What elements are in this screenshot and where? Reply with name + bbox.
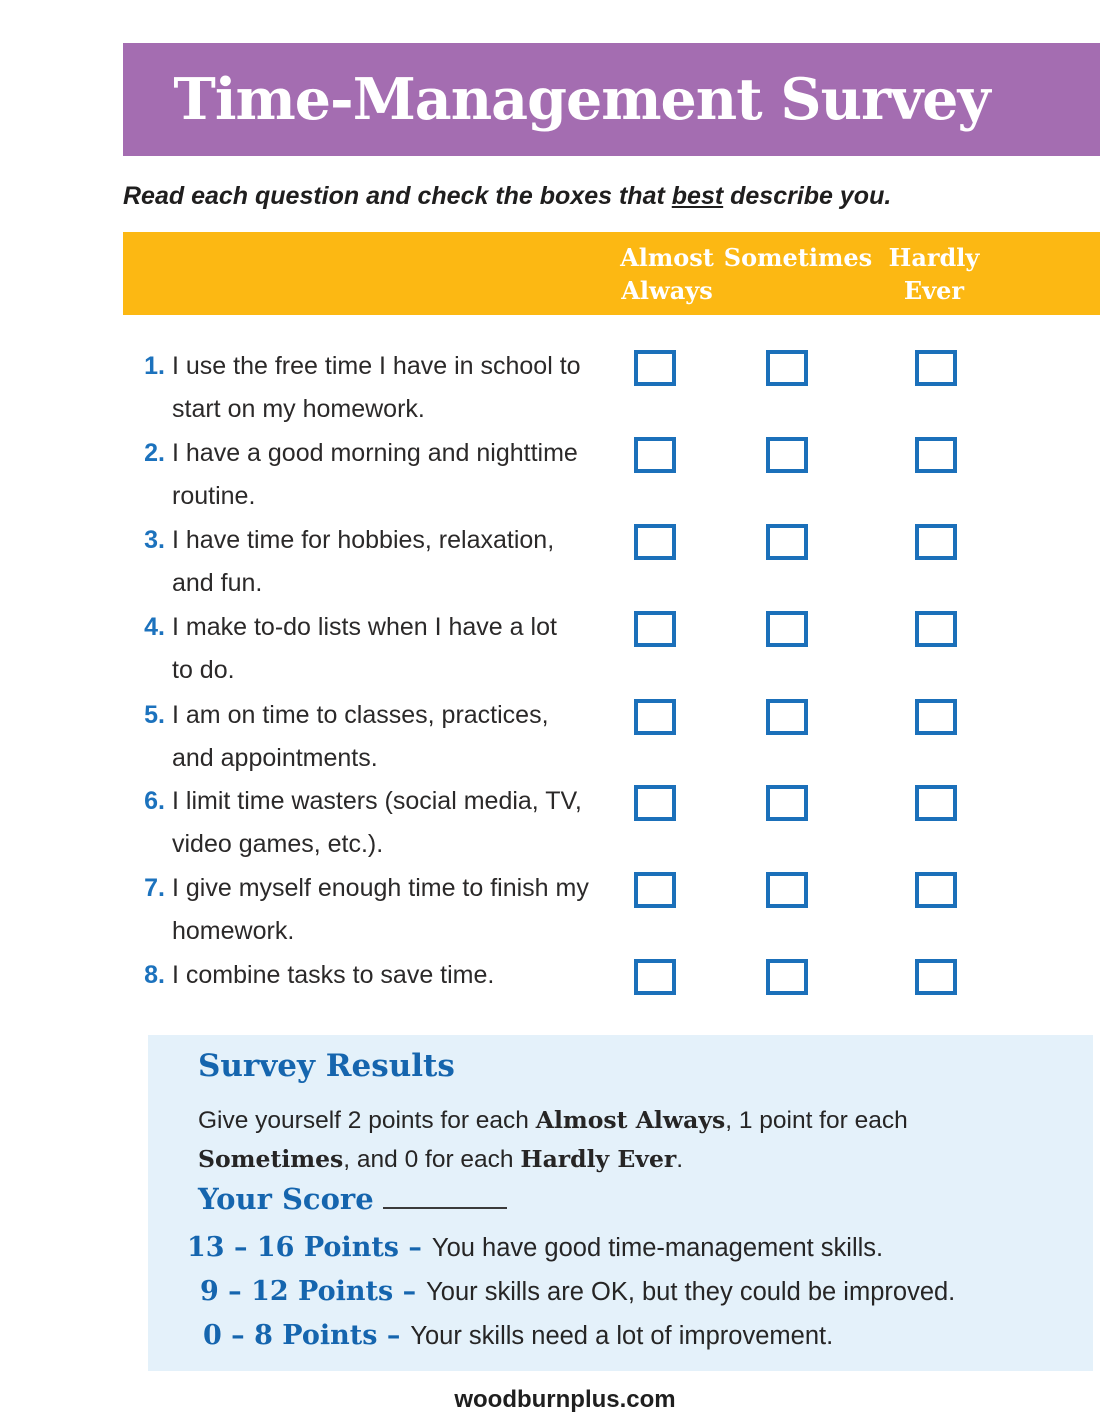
column-header-almost-always xyxy=(620,241,714,307)
question-line: video games, etc.). xyxy=(172,830,384,858)
question-row-3 xyxy=(0,519,1100,606)
checkbox-q1-sometimes[interactable] xyxy=(766,350,808,386)
checkbox-q6-almost-always[interactable] xyxy=(634,785,676,821)
score-range-row-1 xyxy=(187,1232,883,1263)
question-row-1 xyxy=(0,345,1100,432)
question-line: I give myself enough time to finish my xyxy=(172,874,589,902)
footer-url: woodburnplus.com xyxy=(454,1386,676,1413)
column-header-hardly-ever xyxy=(889,241,980,307)
checkbox-q7-sometimes[interactable] xyxy=(766,872,808,908)
question-text xyxy=(172,694,642,780)
question-line: homework. xyxy=(172,917,295,945)
checkbox-q3-sometimes[interactable] xyxy=(766,524,808,560)
intro-text: Give yourself 2 points for each xyxy=(198,1107,536,1134)
question-line: I have time for hobbies, relaxation, xyxy=(172,526,555,554)
checkbox-q7-almost-always[interactable] xyxy=(634,872,676,908)
question-line: I make to-do lists when I have a lot xyxy=(172,613,557,641)
checkbox-q1-hardly-ever[interactable] xyxy=(915,350,957,386)
question-line: I am on time to classes, practices, xyxy=(172,701,549,729)
question-row-4 xyxy=(0,606,1100,693)
question-text xyxy=(172,345,642,431)
question-number: 3. xyxy=(144,526,165,554)
page-title: Time-Management Survey xyxy=(173,66,990,133)
checkbox-q8-hardly-ever[interactable] xyxy=(915,959,957,995)
question-line: and appointments. xyxy=(172,744,378,772)
score-range-label: 0 – 8 Points – xyxy=(203,1320,401,1351)
question-row-7 xyxy=(0,867,1100,954)
column-header-line: Sometimes xyxy=(723,243,873,272)
checkbox-q2-almost-always[interactable] xyxy=(634,437,676,473)
intro-term-hardly-ever: Hardly Ever xyxy=(520,1145,677,1173)
score-range-label: 13 – 16 Points – xyxy=(187,1232,422,1263)
question-line: I limit time wasters (social media, TV, xyxy=(172,787,582,815)
results-intro xyxy=(198,1101,1028,1179)
your-score-text: Your Score xyxy=(198,1182,374,1216)
column-header-line: Hardly xyxy=(888,243,980,272)
question-number: 7. xyxy=(144,874,165,902)
question-number: 1. xyxy=(144,352,165,380)
question-line: and fun. xyxy=(172,569,263,597)
question-text xyxy=(172,954,642,997)
question-row-5 xyxy=(0,694,1100,781)
question-line: to do. xyxy=(172,656,235,684)
question-number: 2. xyxy=(144,439,165,467)
checkbox-q2-sometimes[interactable] xyxy=(766,437,808,473)
question-line: I combine tasks to save time. xyxy=(172,961,495,989)
intro-term-sometimes: Sometimes xyxy=(198,1145,344,1173)
intro-text: . xyxy=(676,1146,684,1173)
checkbox-q4-hardly-ever[interactable] xyxy=(915,611,957,647)
question-line: I use the free time I have in school to xyxy=(172,352,581,380)
survey-results-panel xyxy=(148,1035,1093,1371)
score-range-row-3 xyxy=(203,1320,833,1351)
question-line: routine. xyxy=(172,482,256,510)
question-line: I have a good morning and nighttime xyxy=(172,439,578,467)
checkbox-q4-almost-always[interactable] xyxy=(634,611,676,647)
checkbox-q8-almost-always[interactable] xyxy=(634,959,676,995)
instruction-emphasis: best xyxy=(671,182,724,210)
instruction-prefix: Read each question and check the boxes that xyxy=(123,182,672,210)
question-row-2 xyxy=(0,432,1100,519)
checkbox-q6-sometimes[interactable] xyxy=(766,785,808,821)
column-header-line: Always xyxy=(621,276,713,305)
intro-text: , 1 point for each xyxy=(725,1107,908,1134)
checkbox-q5-almost-always[interactable] xyxy=(634,699,676,735)
your-score-label xyxy=(198,1181,507,1216)
checkbox-q5-hardly-ever[interactable] xyxy=(915,699,957,735)
question-text xyxy=(172,519,642,605)
checkbox-q7-hardly-ever[interactable] xyxy=(915,872,957,908)
question-line: start on my homework. xyxy=(172,395,425,423)
checkbox-q4-sometimes[interactable] xyxy=(766,611,808,647)
instruction-suffix: describe you. xyxy=(723,182,892,210)
checkbox-q2-hardly-ever[interactable] xyxy=(915,437,957,473)
question-text xyxy=(172,867,642,953)
question-number: 6. xyxy=(144,787,165,815)
score-range-label: 9 – 12 Points – xyxy=(200,1276,417,1307)
score-range-desc: Your skills need a lot of improvement. xyxy=(410,1322,834,1350)
column-header-line: Ever xyxy=(903,276,965,305)
question-row-6 xyxy=(0,780,1100,867)
column-header-line: Almost xyxy=(620,243,714,272)
checkbox-q5-sometimes[interactable] xyxy=(766,699,808,735)
title-banner xyxy=(123,43,1100,156)
checkbox-q6-hardly-ever[interactable] xyxy=(915,785,957,821)
instruction-text xyxy=(123,182,891,211)
checkbox-q1-almost-always[interactable] xyxy=(634,350,676,386)
column-header-sometimes xyxy=(724,241,872,274)
score-range-row-2 xyxy=(200,1276,955,1307)
checkbox-q8-sometimes[interactable] xyxy=(766,959,808,995)
checkbox-q3-hardly-ever[interactable] xyxy=(915,524,957,560)
question-number: 4. xyxy=(144,613,165,641)
intro-text: , and 0 for each xyxy=(343,1146,521,1173)
question-text xyxy=(172,606,642,692)
question-number: 8. xyxy=(144,961,165,989)
question-text xyxy=(172,432,642,518)
results-title: Survey Results xyxy=(198,1048,455,1084)
score-range-desc: Your skills are OK, but they could be improved. xyxy=(426,1278,956,1306)
score-range-desc: You have good time-management skills. xyxy=(431,1234,884,1262)
question-text xyxy=(172,780,642,866)
intro-term-almost-always: Almost Always xyxy=(535,1106,726,1134)
question-number: 5. xyxy=(144,701,165,729)
score-blank-line[interactable] xyxy=(383,1181,507,1209)
question-row-8 xyxy=(0,954,1100,1041)
checkbox-q3-almost-always[interactable] xyxy=(634,524,676,560)
